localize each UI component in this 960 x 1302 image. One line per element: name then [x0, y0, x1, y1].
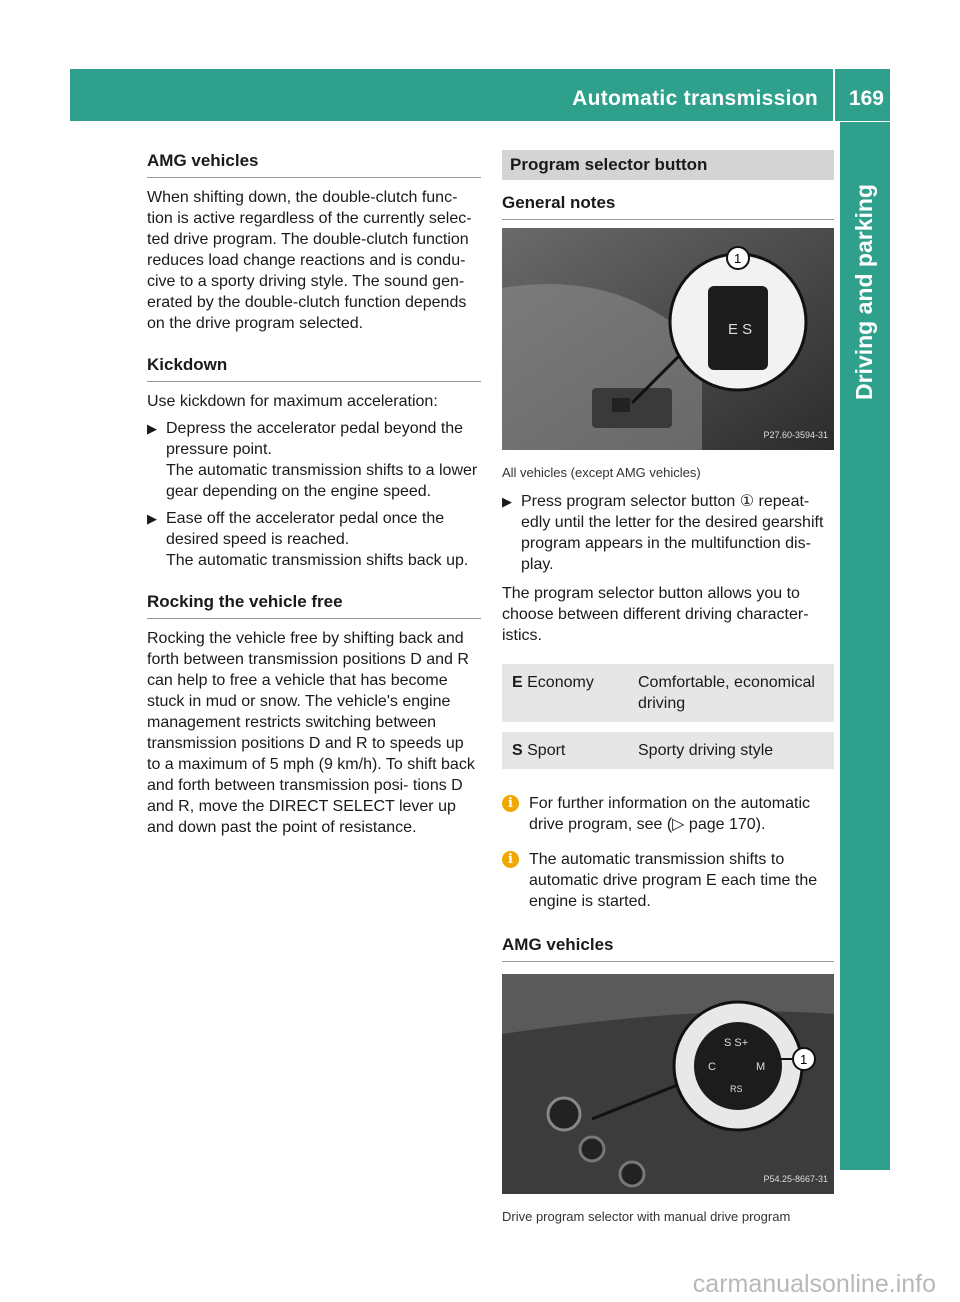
- amg-paragraph: When shifting down, the double-clutch func- tion is active regardless of the currently selec- ted drive program. The double-clutch function reduces load change reactions and is condu- cive to a sporty driving style. The sound gen- erated by the double-clutch function depends on the drive program selected.: [147, 189, 472, 332]
- left-column: [147, 150, 481, 838]
- right-column: [502, 150, 834, 1227]
- section-label: Driving and parking: [851, 184, 877, 400]
- photo-code: P27.60-3594-31: [763, 430, 828, 440]
- arrow-right-icon: ▶: [147, 421, 157, 436]
- section-bar: Program selector button: [502, 150, 834, 180]
- info-note: i For further information on the automatic drive program, see (▷ page 170).: [502, 793, 834, 835]
- page-number: 169: [848, 87, 884, 110]
- svg-text:E S: E S: [728, 321, 753, 338]
- chapter-title: Automatic transmission: [572, 87, 818, 110]
- svg-text:1: 1: [734, 251, 742, 266]
- amg-selector-photo: [502, 974, 834, 1194]
- info-note: i The automatic transmission shifts to automatic drive program E each time the engine is started.: [502, 849, 834, 912]
- rocking-paragraph: Rocking the vehicle free by shifting back and forth between transmission positions D and R can help to free a vehicle that has become stuck in mud or snow. The vehicle's engine management restricts switching between transmission positions D and R to speeds up to a maximum of 5 mph (9 km/h). To shift back and forth between transmission posi- tions D and R, move the DIRECT SELECT lever up and down past the point of resistance.: [147, 630, 475, 836]
- drive-program-table: [502, 664, 834, 779]
- page-header: [70, 69, 890, 121]
- arrow-right-icon: ▶: [147, 511, 157, 526]
- photo-caption: Drive program selector with manual drive program: [502, 1209, 791, 1224]
- kickdown-heading: Kickdown: [147, 354, 481, 382]
- selector-description: The program selector button allows you to choose between different driving character- istics.: [502, 585, 809, 644]
- svg-text:C: C: [708, 1061, 716, 1073]
- selector-button-illustration: [502, 228, 834, 450]
- kickdown-intro: Use kickdown for maximum acceleration:: [147, 393, 438, 410]
- table-row: S Sport Sporty driving style: [502, 727, 834, 774]
- photo-code: P54.25-8667-31: [763, 1174, 828, 1184]
- watermark: carmanualsonline.info: [692, 1270, 936, 1298]
- list-item: ▶ Press program selector button ① repeat- edly until the letter for the desired gearshift program appears in the multifunction dis- play.: [502, 493, 824, 573]
- arrow-right-icon: ▶: [502, 494, 512, 509]
- rocking-heading: Rocking the vehicle free: [147, 591, 481, 619]
- info-icon: i: [502, 851, 519, 868]
- table-row: E Economy Comfortable, economical driving: [502, 664, 834, 727]
- photo-caption: All vehicles (except AMG vehicles): [502, 465, 701, 480]
- svg-text:1: 1: [800, 1052, 808, 1067]
- selector-photo: [502, 228, 834, 450]
- header-divider: [833, 69, 835, 121]
- list-item: ▶ Ease off the accelerator pedal once the desired speed is reached. The automatic transmission shifts back up.: [147, 510, 469, 569]
- svg-text:RS: RS: [730, 1084, 743, 1094]
- svg-text:S S+: S S+: [724, 1037, 749, 1049]
- info-icon: i: [502, 795, 519, 812]
- amg-heading: AMG vehicles: [147, 150, 481, 178]
- list-item: ▶ Depress the accelerator pedal beyond the pressure point. The automatic transmission shifts to a lower gear depending on the engine speed.: [147, 420, 478, 500]
- amg-vehicles-heading: AMG vehicles: [502, 934, 834, 962]
- amg-selector-illustration: [502, 974, 834, 1194]
- general-notes-heading: General notes: [502, 192, 834, 220]
- svg-text:M: M: [756, 1061, 766, 1073]
